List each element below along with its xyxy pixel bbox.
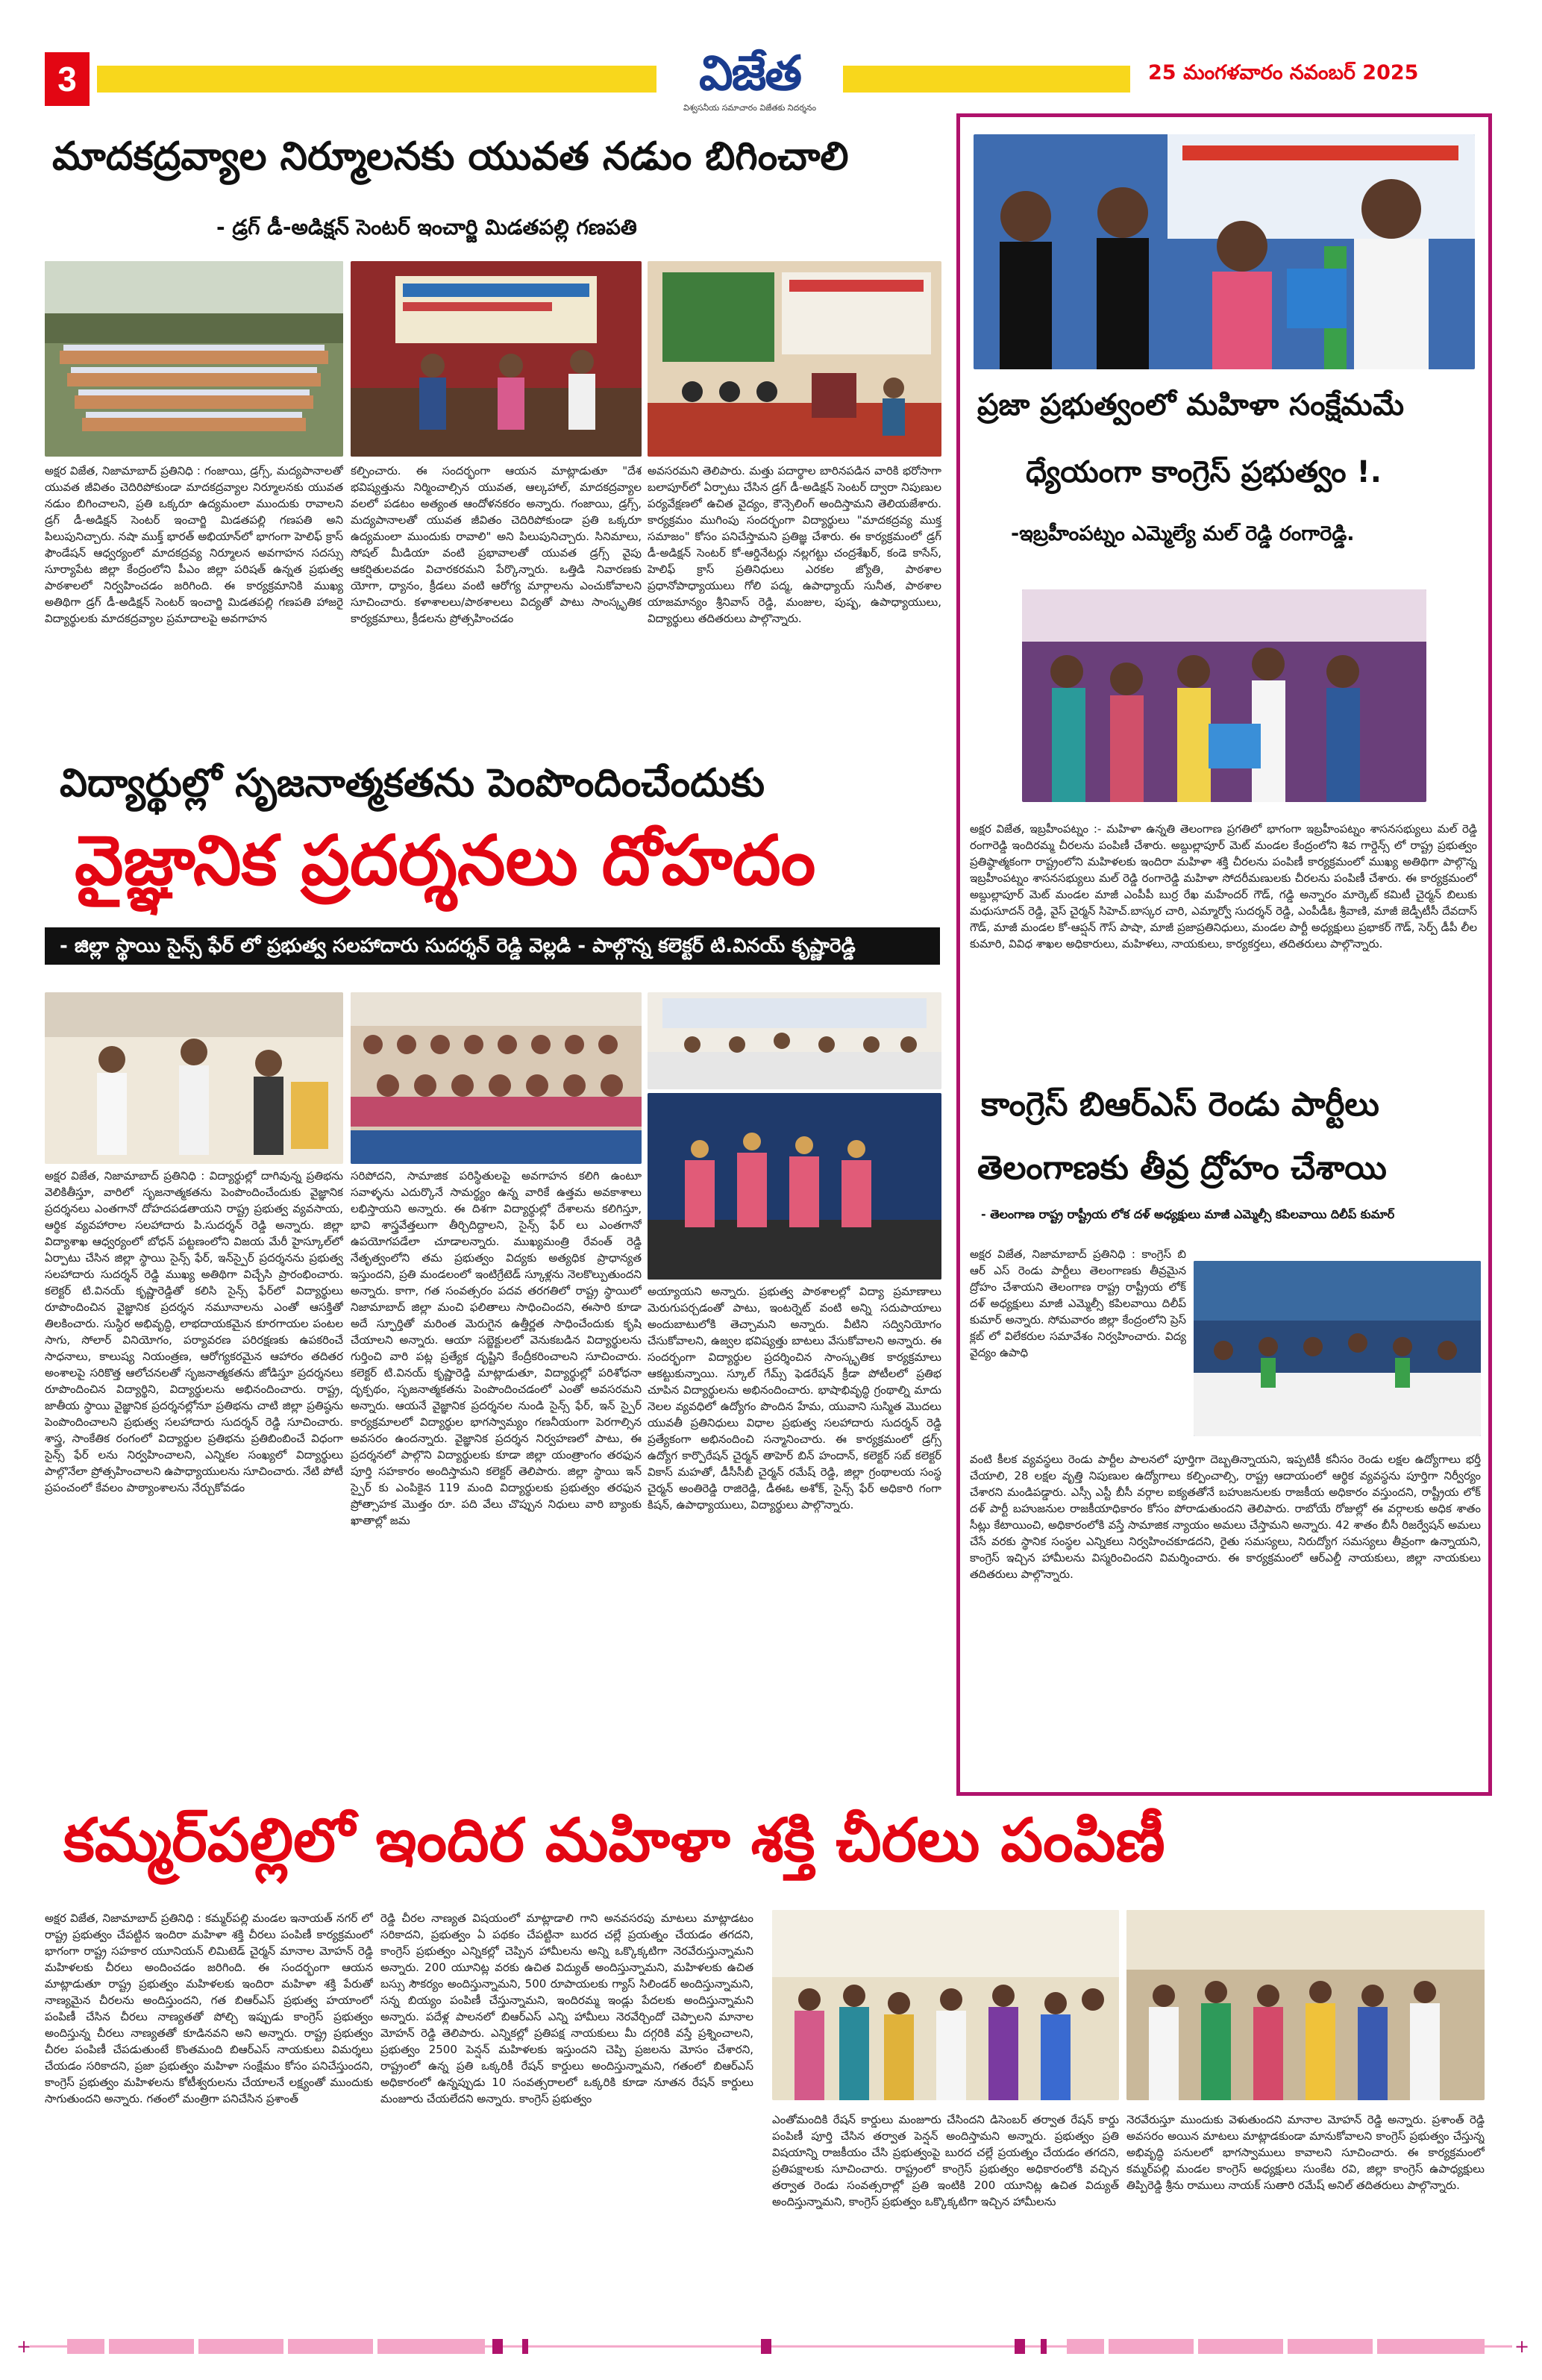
story4-headline-line2: తెలంగాణకు తీవ్ర ద్రోహం చేశాయి (977, 1149, 1387, 1187)
story5-photo-2 (1126, 1910, 1485, 2100)
story2-photo-2 (351, 992, 642, 1164)
story4-intro: అక్షర విజేత, నిజామాబాద్ ప్రతినిధి : కాంగ్రెస్ బి ఆర్ ఎస్ రెండు పార్టీలు తెలంగాణకు తీవ్రమైన ద్రోహం చేశాయని తెలంగాణ రాష్ట్ర రాష్ట్రీయ లోక్ దళ్ అధ్యక్షులు మాజీ ఎమ్మెల్సీ కపిలవాయి దిలీప్ కుమార్ అన్నారు. సోమవారం జిల్లా కేంద్రంలోని ప్రెస్ క్లబ్ లో విలేకరుల సమావేశం నిర్వహించారు. విద్య వైద్యం ఉపాధి (970, 1247, 1186, 1359)
story5-column-2: రెడ్డి చీరల నాణ్యత విషయంలో మాట్లాడాలి గాని అనవసరపు మాటలు మాట్లాడటం సరికాదని, ప్రభుత్వం ఏ పథకం చేపట్టినా బురద చల్లే ప్రయత్నం చేయడం తగదని, కాంగ్రెస్ ప్రభుత్వం ఎన్నికల్లో చెప్పిన హామీలను అన్ని ఒక్కొక్కటిగా నెరవేరుస్తున్నామని అన్నారు. 200 యూనిట్ల వరకు ఉచిత విద్యుత్ అందిస్తున్నామని, మహిళలకు ఉచిత బస్సు సౌకర్యం అందిస్తున్నామని, 500 రూపాయలకు గ్యాస్ సిలిండర్ అందిస్తున్నామని, సన్న బియ్యం పంపిణీ చేస్తున్నామని, ఇందిరమ్మ ఇండ్లు పేదలకు అందిస్తున్నామని అన్నారు. పదేళ్ల పాలనలో బిఆర్ఎస్ ఎన్ని హామీలు నెరవేర్చిందో చెప్పాలని మానాల మోహన్ రెడ్డి తెలిపారు. ఎన్నికల్లో ప్రతిపక్ష నాయకులు మీ దగ్గరికి వస్తే ప్రశ్నించాలని, ప్రభుత్వం 2500 పెన్షన్ మహిళలకు ఇస్తుందని చెప్పి ప్రజలను మోసం చేశారని, రాష్ట్రంలో ఉన్న ప్రతి ఒక్కరికీ రేషన్ కార్డులు అందిస్తున్నామని, గతంలో బిఆర్ఎస్ అధికారంలో ఉన్నప్పుడు 10 సంవత్సరాలలో ఒక్కరికి కూడా నూతన రేషన్ కార్డులు మంజూరు చేయలేదని అన్నారు. కాంగ్రెస్ ప్రభుత్వం (380, 1911, 753, 2105)
newspaper-logo (664, 45, 836, 119)
women-receiving-sarees-photo (1022, 589, 1426, 802)
story2-photo-4 (648, 1093, 941, 1280)
logo-tagline: విశ్వసనీయ సమాచారం విజేతకు నిదర్శనం (683, 103, 817, 113)
story2-column-1: అక్షర విజేత, నిజామాబాద్ ప్రతినిధి : విద్యార్థుల్లో దాగివున్న ప్రతిభను వెలికితీస్తూ, వారిలో సృజనాత్మకతను పెంపొందించేందుకు వైజ్ఞానిక ప్రదర్శనలు ఎంతగానో దోహదపడతాయని రాష్ట్ర ప్రభుత్వ వ్యవసాయ, ఆర్థిక వ్యవహారాల సలహాదారు పి.సుదర్శన్ రెడ్డి అన్నారు. జిల్లా విద్యాశాఖ ఆధ్వర్యంలో బోధన్ పట్టణంలోని విజయ మేరీ హైస్కూల్‌లో ఏర్పాటు చేసిన జిల్లా స్థాయి సైన్స్ ఫేర్, ఇన్‌స్పైర్ ప్రదర్శనను ప్రభుత్వ సలహాదారు సుదర్శన్ రెడ్డి ముఖ్య అతిథిగా విచ్చేసి ప్రారంభించారు. కలెక్టర్ టి.వినయ్ కృష్ణారెడ్డితో కలిసి సైన్స్ ఫేర్‌లో విద్యార్థులు రూపొందించిన వైజ్ఞానిక ప్రదర్శన నమూనాలను ఎంతో ఆసక్తితో తిలకించారు. సుస్థిర అభివృద్ధి, లాభదాయకమైన కూరగాయల పంటల సాగు, సోలార్ వినియోగం, పర్యావరణ పరిరక్షణకు ఉపకరించే సాధనాలు, కాలుష్య నియంత్రణ, ఆరోగ్యకరమైన ఆహారం తదితర అంశాలపై సరికొత్త ఆలోచనలతో సృజనాత్మకతను జోడిస్తూ ప్రదర్శనలు రూపొందించిన విద్యార్థిని, విద్యార్థులను అభినందించారు. రాష్ట్ర, జాతీయ స్థాయి వైజ్ఞానిక ప్రదర్శనల్లోనూ ప్రతిభను చాటి జిల్లా ప్రతిష్ఠను పెంపొందించాలని ప్రభుత్వ సలహాదారు సుదర్శన్ రెడ్డి సూచించారు. శాస్త్ర, సాంకేతిక రంగంలో విద్యార్థుల ప్రతిభను ప్రతిబింబించే విధంగా సైన్స్ ఫేర్ లను నిర్వహించాలని, ఎన్నికల సంఖ్యలో విద్యార్థులు పాల్గొనేలా ప్రోత్సహించాలని ఉపాధ్యాయులను సూచించారు. నేటి పోటీ ప్రపంచంలో కేవలం పాఠ్యాంశాలను నేర్చుకోవడం (45, 1169, 343, 1494)
story3-headline-line2: ధ్యేయంగా కాంగ్రెస్ ప్రభుత్వం !. (1026, 455, 1382, 489)
story1-photo-3 (648, 261, 941, 457)
story1-photo-2 (351, 261, 642, 457)
classroom-event-photo (648, 261, 941, 457)
story5-photo-1 (772, 1910, 1119, 2100)
story3-headline-line1: ప్రజా ప్రభుత్వంలో మహిళా సంక్షేమమే (977, 388, 1405, 422)
masthead-yellow-bar-left (97, 66, 656, 93)
story3-photo-2 (1022, 589, 1426, 802)
mla-saree-distribution-photo (974, 134, 1475, 369)
masthead-yellow-bar-right (843, 66, 1130, 93)
story1-byline: - డ్రగ్ డీ-అడిక్షన్ సెంటర్ ఇంచార్జి మిడతపల్లి గణపతి (216, 215, 637, 239)
story2-headline: వైజ్ఞానిక ప్రదర్శనలు దోహదం (75, 821, 816, 901)
logo-text: విజేత (698, 46, 801, 101)
page-number: 3 (45, 52, 90, 106)
pledge-photo (351, 261, 642, 457)
story4-photo (1194, 1261, 1481, 1436)
story2-column-3: అయ్యాయని అన్నారు. ప్రభుత్వ పాఠశాలల్లో విద్యా ప్రమాణాలు మెరుగుపర్చడంతో పాటు, ఇంటర్నెట్ వంటి అన్ని సదుపాయాలు అందుబాటులోకి తెచ్చామని అన్నారు. వీటిని సద్వినియోగం చేసుకోవాలని, ఉజ్వల భవిష్యత్తు బాటలు వేసుకోవాలని అన్నారు. ఈ సందర్భంగా విద్యార్థుల ప్రదర్శించిన సాంస్కృతిక కార్యక్రమాలు ఆకట్టుకున్నాయి. స్కూల్ గేమ్స్ ఫెడరేషన్ క్రీడా పోటీలలో ప్రతిభ చూపిన విద్యార్థులను అభినందించారు. భాషాభివృద్ధి గ్రంథాల్ని మాదు నెలల వ్యవధిలో ఉద్యోగం పొందిన హేమ, యువాని సుస్మిత మొదలు యువతీ ప్రతినిధులు విధాల ప్రభుత్వ సలహాదారు సుదర్శన్ రెడ్డి ప్రత్యేకంగా అభినందించి సన్మానించారు. ఈ కార్యక్రమంలో డ్రగ్స్ ఉద్యోగ కార్పొరేషన్ చైర్మన్ తాహెర్ బిన్ హందాన్, కలెక్టర్ సబ్ కలెక్టర్ వికాస్ మహతో, డీసీసీబీ చైర్మన్ రమేష్ రెడ్డి, జిల్లా గ్రంథాలయ సంస్థ చైర్మన్ అంతిరెడ్డి రాజిరెడ్డి, డీఈఓ అశోక్, సైన్స్ ఫేర్ అధికారి గంగా కిషన్, ఉపాధ్యాయులు, విద్యార్థులు పాల్గొన్నారు. (648, 1285, 941, 1512)
dance-performance-photo (648, 1093, 941, 1280)
students-audience-photo (351, 992, 642, 1164)
story4-byline: - తెలంగాణ రాష్ట్ర రాష్ట్రీయ లోక దళ్ అధ్యక్షులు మాజీ ఎమ్మెల్సీ కపిలవాయి దిలీప్ కుమార్ (981, 1207, 1395, 1221)
story1-headline: మాదకద్రవ్యాల నిర్మూలనకు యువత నడుం బిగించాలి (52, 134, 849, 179)
story3-photo-1 (974, 134, 1475, 369)
story2-subhead-strip: - జిల్లా స్థాయి సైన్స్ ఫేర్ లో ప్రభుత్వ సలహాదారు సుదర్శన్ రెడ్డి వెల్లడి - పాల్గొన్న కలెక్టర్ టి.వినయ్ కృష్ణారెడ్డి (45, 927, 940, 965)
students-assembly-photo (45, 261, 343, 457)
distribution-event-photo (1126, 1910, 1485, 2100)
story5-column-3: ఎంతోమందికి రేషన్ కార్డులు మంజూరు చేసిందని డిసెంబర్ తర్వాత రేషన్ కార్డు పంపిణీ పూర్తి చేసిన తర్వాత పెన్షన్ అందిస్తామని అన్నారు. ప్రభుత్వం ప్రతి విషయాన్ని రాజకీయం చేసి ప్రభుత్వంపై బురద చల్లే ప్రయత్నం చేయడం తగదని, ప్రతిపక్షాలకు సూచించారు. రాష్ట్రంలో కాంగ్రెస్ ప్రభుత్వం అధికారంలోకి వచ్చిన తర్వాత రెండు సంవత్సరాల్లో ప్రతి ఇంటికి 200 యూనిట్ల ఉచిత విద్యుత్ అందిస్తున్నామని, కాంగ్రెస్ ప్రభుత్వం ఒక్కొక్కటిగా ఇచ్చిన హామీలను (772, 2113, 1119, 2208)
stage-guests-photo (648, 992, 941, 1089)
footer-decoration (0, 2328, 1542, 2365)
svg-text:+: + (16, 2336, 32, 2357)
svg-text:+: + (1514, 2336, 1530, 2357)
story3-body: అక్షర విజేత, ఇబ్రహీంపట్నం :- మహిళా ఉన్నతి తెలంగాణ ప్రగతిలో భాగంగా ఇబ్రహీంపట్నం శాసనసభ్యులు మల్ రెడ్డి రంగారెడ్డి ఇందిరమ్మ చీరలను పంపిణీ చేశారు. అబ్దుల్లాపూర్ మెట్ మండల కేంద్రంలోని శివ గార్డెన్స్ లో రాష్ట్ర ప్రభుత్వం ప్రతిష్ఠాత్మకంగా రాష్ట్రంలోని మహిళలకు ఇందిరా మహిళా శక్తి చీరలను పంపిణీ కార్యక్రమంలో ముఖ్య అతిథిగా పాల్గొన్న ఇబ్రహీంపట్నం శాసనసభ్యులు మల్ రెడ్డి రంగారెడ్డి మహిళా సోదరీమణులకు చీరలను పంపిణీ చేశారు. ఈ కార్యక్రమంలో అబ్దుల్లాపూర్ మెట్ మండల మాజీ ఎంపీపీ బుర్ర రేఖ మహేందర్ గౌడ్, గడ్డి అన్నారం మార్కెట్ కమిటీ చైర్మన్ బిలుకు మధుసూదన్ రెడ్డి, వైస్ చైర్మన్ సిహెచ్.బాస్కర చారి, ఎమ్మార్వో సుదర్శన్ రెడ్డి, ఎంపీడీఓ శ్రీవాణి, మాజీ జెడ్పీటీసీ దేవదాస్ గౌడ్, మాజీ మండల కో-ఆప్షన్ గౌస్ పాషా, మాజీ ప్రజాప్రతినిధులు, మండల పార్టీ అధ్యక్షులు ప్రభాకర్ గౌడ్, సెర్ప్ డీపీ లీల కుమారి, వివిధ శాఖల అధికారులు, మహిళలు, నాయకులు, కార్యకర్తలు, తదితరులు పాల్గొన్నారు. (970, 822, 1477, 951)
women-gathering-photo (772, 1910, 1119, 2100)
lamp-lighting-photo (45, 992, 343, 1164)
story4-headline-line1: కాంగ్రెస్ బిఆర్ఎస్ రెండు పార్టీలు (981, 1086, 1379, 1124)
story4-body: వంటి కీలక వ్యవస్థలు రెండు పార్టీల పాలనలో పూర్తిగా దెబ్బతిన్నాయని, ఇప్పటికీ కనీసం రెండు లక్షల ఉద్యోగాలు భర్తీ చేయాలి, 28 లక్షల వృత్తి నిపుణుల ఉద్యోగాలు కల్పించాల్సి, రాష్ట్ర ఆదాయంలో ఆర్థిక వ్యవస్థను పూర్తిగా నిర్వీర్యం చేశారని మండిపడ్డారు. ఎస్సీ ఎస్టీ బీసీ వర్గాల ఐక్యతతోనే బహుజనులకు రాజకీయ అధికారం వస్తుందని, రాష్ట్రీయ లోక్ దళ్ పార్టీ బహుజనుల రాజకీయాధికారం కోసం పోరాడుతుందని తెలిపారు. రాబోయే రోజుల్లో ఈ వర్గాలకు అధిక శాతం సీట్లు కేటాయించి, అధికారంలోకి వస్తే సామాజిక న్యాయం అమలు చేస్తామని అన్నారు. 42 శాతం బీసీ రిజర్వేషన్ అమలు చేసే వరకు స్థానిక సంస్థల ఎన్నికలు నిర్వహించకూడదని, రైతు సమస్యలు, నిరుద్యోగ సమస్యలు తీవ్రంగా ఉన్నాయని, కాంగ్రెస్ ఇచ్చిన హామీలను విస్మరించిందని విమర్శించారు. ఈ కార్యక్రమంలో ఆర్ఎల్డీ నాయకులు, జిల్లా నాయకులు తదితరులు పాల్గొన్నారు. (970, 1453, 1481, 1581)
story3-byline: -ఇబ్రహీంపట్నం ఎమ్మెల్యే మల్ రెడ్డి రంగారెడ్డి. (1011, 522, 1355, 545)
story5-column-1: అక్షర విజేత, నిజామాబాద్ ప్రతినిధి : కమ్మర్‌పల్లి మండల ఇనాయత్ నగర్ లో రాష్ట్ర ప్రభుత్వం చేపట్టిన ఇందిరా మహిళా శక్తి చీరలు పంపిణీ కార్యక్రమంలో భాగంగా రాష్ట్ర సహకార యూనియన్ లిమిటెడ్ చైర్మన్ మానాల మోహన్ రెడ్డి మహిళలకు చీరలు అందించడం జరిగింది. ఈ సందర్భంగా ఆయన మాట్లాడుతూ రాష్ట్ర ప్రభుత్వం మహిళలకు ఇందిరా మహిళా శక్తి పేరుతో నాణ్యమైన చీరలను అందిస్తుందని, గత బిఆర్ఎస్ ప్రభుత్వ హయాంలో పంపిణీ చేసిన చీరలు నాణ్యతతో పోల్చి ఇప్పుడు కాంగ్రెస్ ప్రభుత్వం అందిస్తున్న చీరలు నాణ్యతతో కూడినవని అని అన్నారు. రాష్ట్ర ప్రభుత్వం చీరల పంపిణీ చేపడుతుంటే కొంతమంది బిఆర్ఎస్ నాయకులు విమర్శలు చేయడం సరికాదని, ప్రజా ప్రభుత్వం మహిళా సంక్షేమం కోసం పనిచేస్తుందని, కాంగ్రెస్ ప్రభుత్వం మహిళలను కోటీశ్వరులను చేయాలనే లక్ష్యంతో ముందుకు సాగుతుందని అన్నారు. గతంలో మంత్రిగా పనిచేసిన ప్రశాంత్ (45, 1911, 373, 2105)
story2-column-2: సరిపోదని, సామాజిక పరిస్థితులపై అవగాహన కలిగి ఉంటూ సవాళ్ళను ఎదుర్కొనే సామర్థ్యం ఉన్న వారికే ఉత్తమ అవకాశాలు లభిస్తాయని అన్నారు. ఈ దిశగా విద్యార్థుల్లో దేశాలను కలిగిస్తూ, భావి శాస్త్రవేత్తలుగా తీర్చిదిద్దాలని, సైన్స్ ఫేర్ లు ఎంతగానో ఉపయోగపడేలా చూడాలన్నారు. ముఖ్యమంత్రి రేవంత్ రెడ్డి నేతృత్వంలోని తమ ప్రభుత్వం విద్యకు అత్యధిక ప్రాధాన్యత ఇస్తుందని, ప్రతి మండలంలో ఇంటిగ్రేటెడ్ స్కూళ్లను నెలకొల్పుతుందని అన్నారు. కాగా, గత సంవత్సరం పదవ తరగతిలో రాష్ట్ర స్థాయిలో నిజామాబాద్ జిల్లా మంచి ఫలితాలు సాధించిందని, ఈసారి కూడా అదే స్ఫూర్తితో మరింత మెరుగైన ఉత్తీర్ణత సాధించేందుకు కృషి చేయాలని అన్నారు. ఆయా సబ్జెక్టులలో వెనుకబడిన విద్యార్థులను గుర్తించి వారి పట్ల ప్రత్యేక దృష్టిని కేంద్రీకరించాలని సూచించారు. కలెక్టర్ టి.వినయ్ కృష్ణారెడ్డి మాట్లాడుతూ, విద్యార్థుల్లో పరిశోధనా దృక్పథం, సృజనాత్మకతను పెంపొందించడంలో ఎంతో అవసరమని అన్నారు. ఆయనే వైజ్ఞానిక ప్రదర్శనల నుండి సైన్స్ ఫేర్, ఇన్ స్పైర్ కార్యక్రమాలలో విద్యార్థుల భాగస్వామ్యం గణనీయంగా పెరగాల్సిన అవసరం ఉందన్నారు. వైజ్ఞానిక ప్రదర్శన నిర్వహణలో పాటు, ఈ ప్రదర్శనలో పాల్గొని విద్యార్థులకు కూడా జిల్లా యంత్రాంగం తరఫున పూర్తి సహకారం అందిస్తామని కలెక్టర్ తెలిపారు. జిల్లా స్థాయి ఇన్ స్పైర్ కు ఎంపికైన 119 మంది విద్యార్థులకు ప్రభుత్వం తరఫున ప్రోత్సాహక మొత్తం రూ. పది వేలు చొప్పున నిధులు వారి బ్యాంకు ఖాతాల్లో జమ (351, 1169, 642, 1527)
story5-column-4: నెరవేరుస్తూ ముందుకు వెళుతుందని మానాల మోహన్ రెడ్డి అన్నారు. ప్రశాంత్ రెడ్డి అవసరం అయిన మాటలు మాట్లాడకుండా మానుకోవాలని కాంగ్రెస్ ప్రభుత్వం చేస్తున్న అభివృద్ధి పనులలో భాగస్వాములు కావాలని సూచించారు. ఈ కార్యక్రమంలో కమ్మర్‌పల్లి మండల కాంగ్రెస్ అధ్యక్షులు సుంకేట రవి, జిల్లా కాంగ్రెస్ ఉపాధ్యక్షులు తిప్పిరెడ్డి శ్రీను రాములు నాయక్ సుతారి రమేష్ అనిల్ తదితరులు పాల్గొన్నారు. (1126, 2113, 1485, 2192)
story2-photo-3 (648, 992, 941, 1089)
story2-photo-1 (45, 992, 343, 1164)
story1-column-1: అక్షర విజేత, నిజామాబాద్ ప్రతినిధి : గంజాయి, డ్రగ్స్, మద్యపానాలతో యువత జీవితం చెదిరిపోకుండా మాదకద్రవ్యాల నిర్మూలనకు యువత నడుం బిగించాలని, ప్రతి ఒక్కరూ ఉద్యమంలా ముందుకు రావాలని డ్రగ్ డీ-అడిక్షన్ సెంటర్ ఇంచార్జి మిడతపల్లి గణపతి అని పిలుపునిచ్చారు. నషా ముక్త్ భారత్ అభియాన్‌లో భాగంగా హెలిఫ్ క్రాస్ ఫౌండేషన్ ఆధ్వర్యంలో మాదకద్రవ్య నిర్మూలన అవగాహన సదస్సు సూర్యాపేట జిల్లా కేంద్రంలోని పీఎం జిల్లా పరిషత్ ఉన్నత ప్రభుత్వ పాఠశాలలో నిర్వహించడం జరిగింది. ఈ కార్యక్రమానికి ముఖ్య అతిథిగా డ్రగ్ డీ-అడిక్షన్ సెంటర్ ఇంచార్జి మిడతపల్లి గణపతి హాజరై విద్యార్థులకు మాదకద్రవ్యాల ప్రమాదాలపై అవగాహన (45, 464, 343, 625)
story5-headline: కమ్మర్‌పల్లిలో ఇందిర మహిళా శక్తి చీరలు పంపిణీ (63, 1806, 1165, 1875)
story1-column-3: అవసరమని తెలిపారు. మత్తు పదార్థాల బారినపడిన వారికి భరోసాగా బలాపూర్‌లో ఏర్పాటు చేసిన డ్రగ్ డీ-అడిక్షన్ సెంటర్ ద్వారా నిపుణుల పర్యవేక్షణలో ఉచిత వైద్యం, కౌన్సెలింగ్ అందిస్తామని తెలియజేశారు. కార్యక్రమం ముగింపు సందర్భంగా విద్యార్థులు "మాదకద్రవ్య ముక్త సమాజం" కోసం పనిచేస్తామని ప్రతిజ్ఞ చేశారు. ఈ కార్యక్రమంలో డ్రగ్ డీ-అడిక్షన్ సెంటర్ కో-ఆర్డినేటర్లు నల్లగట్టు చంద్రశేఖర్, కండె కాసేస్, హెలిఫ్ క్రాస్ ప్రతినిధులు ఎరకల జ్యోతి, పాఠశాల ప్రధానోపాధ్యాయులు గోలి పద్మ, ఉపాధ్యాయ్ సునీత, పాఠశాల యాజమాన్యం శ్రీనివాస్ రెడ్డి, మంజుల, పుష్ప, ఉపాధ్యాయులు, విద్యార్థులు తదితరులు పాల్గొన్నారు. (648, 464, 941, 625)
story1-column-2: కల్పించారు. ఈ సందర్భంగా ఆయన మాట్లాడుతూ "దేశ భవిష్యత్తును నిర్మించాల్సిన యువత, ఆల్కహాల్, మాదకద్రవ్యాల వలలో పడటం అత్యంత ఆందోళనకరం అన్నారు. గంజాయి, డ్రగ్స్, మద్యపానాలతో యువత జీవితం చెదిరిపోకుండా ప్రతి ఒక్కరూ ఉద్యమంలా ముందుకు రావాలి" అని పిలుపునిచ్చారు. సినిమాలు, సోషల్ మీడియా వంటి ప్రభావాలతో యువత డ్రగ్స్ వైపు ఆకర్షితులవడం విచారకరమని పేర్కొన్నారు. ఒత్తిడి నివారణకు యోగా, ధ్యానం, క్రీడలు వంటి ఆరోగ్య మార్గాలను ఎంచుకోవాలని సూచించారు. కళాశాలలు/పాఠశాలలు విద్యతో పాటు సాంస్కృతిక కార్యక్రమాలు, క్రీడలను ప్రోత్సహించడం (351, 464, 642, 625)
story2-kicker: విద్యార్థుల్లో సృజనాత్మకతను పెంపొందించేందుకు (60, 761, 765, 806)
press-meet-photo (1194, 1261, 1481, 1436)
story1-photo-1 (45, 261, 343, 457)
issue-date: 25 మంగళవారం నవంబర్ 2025 (1138, 52, 1481, 94)
